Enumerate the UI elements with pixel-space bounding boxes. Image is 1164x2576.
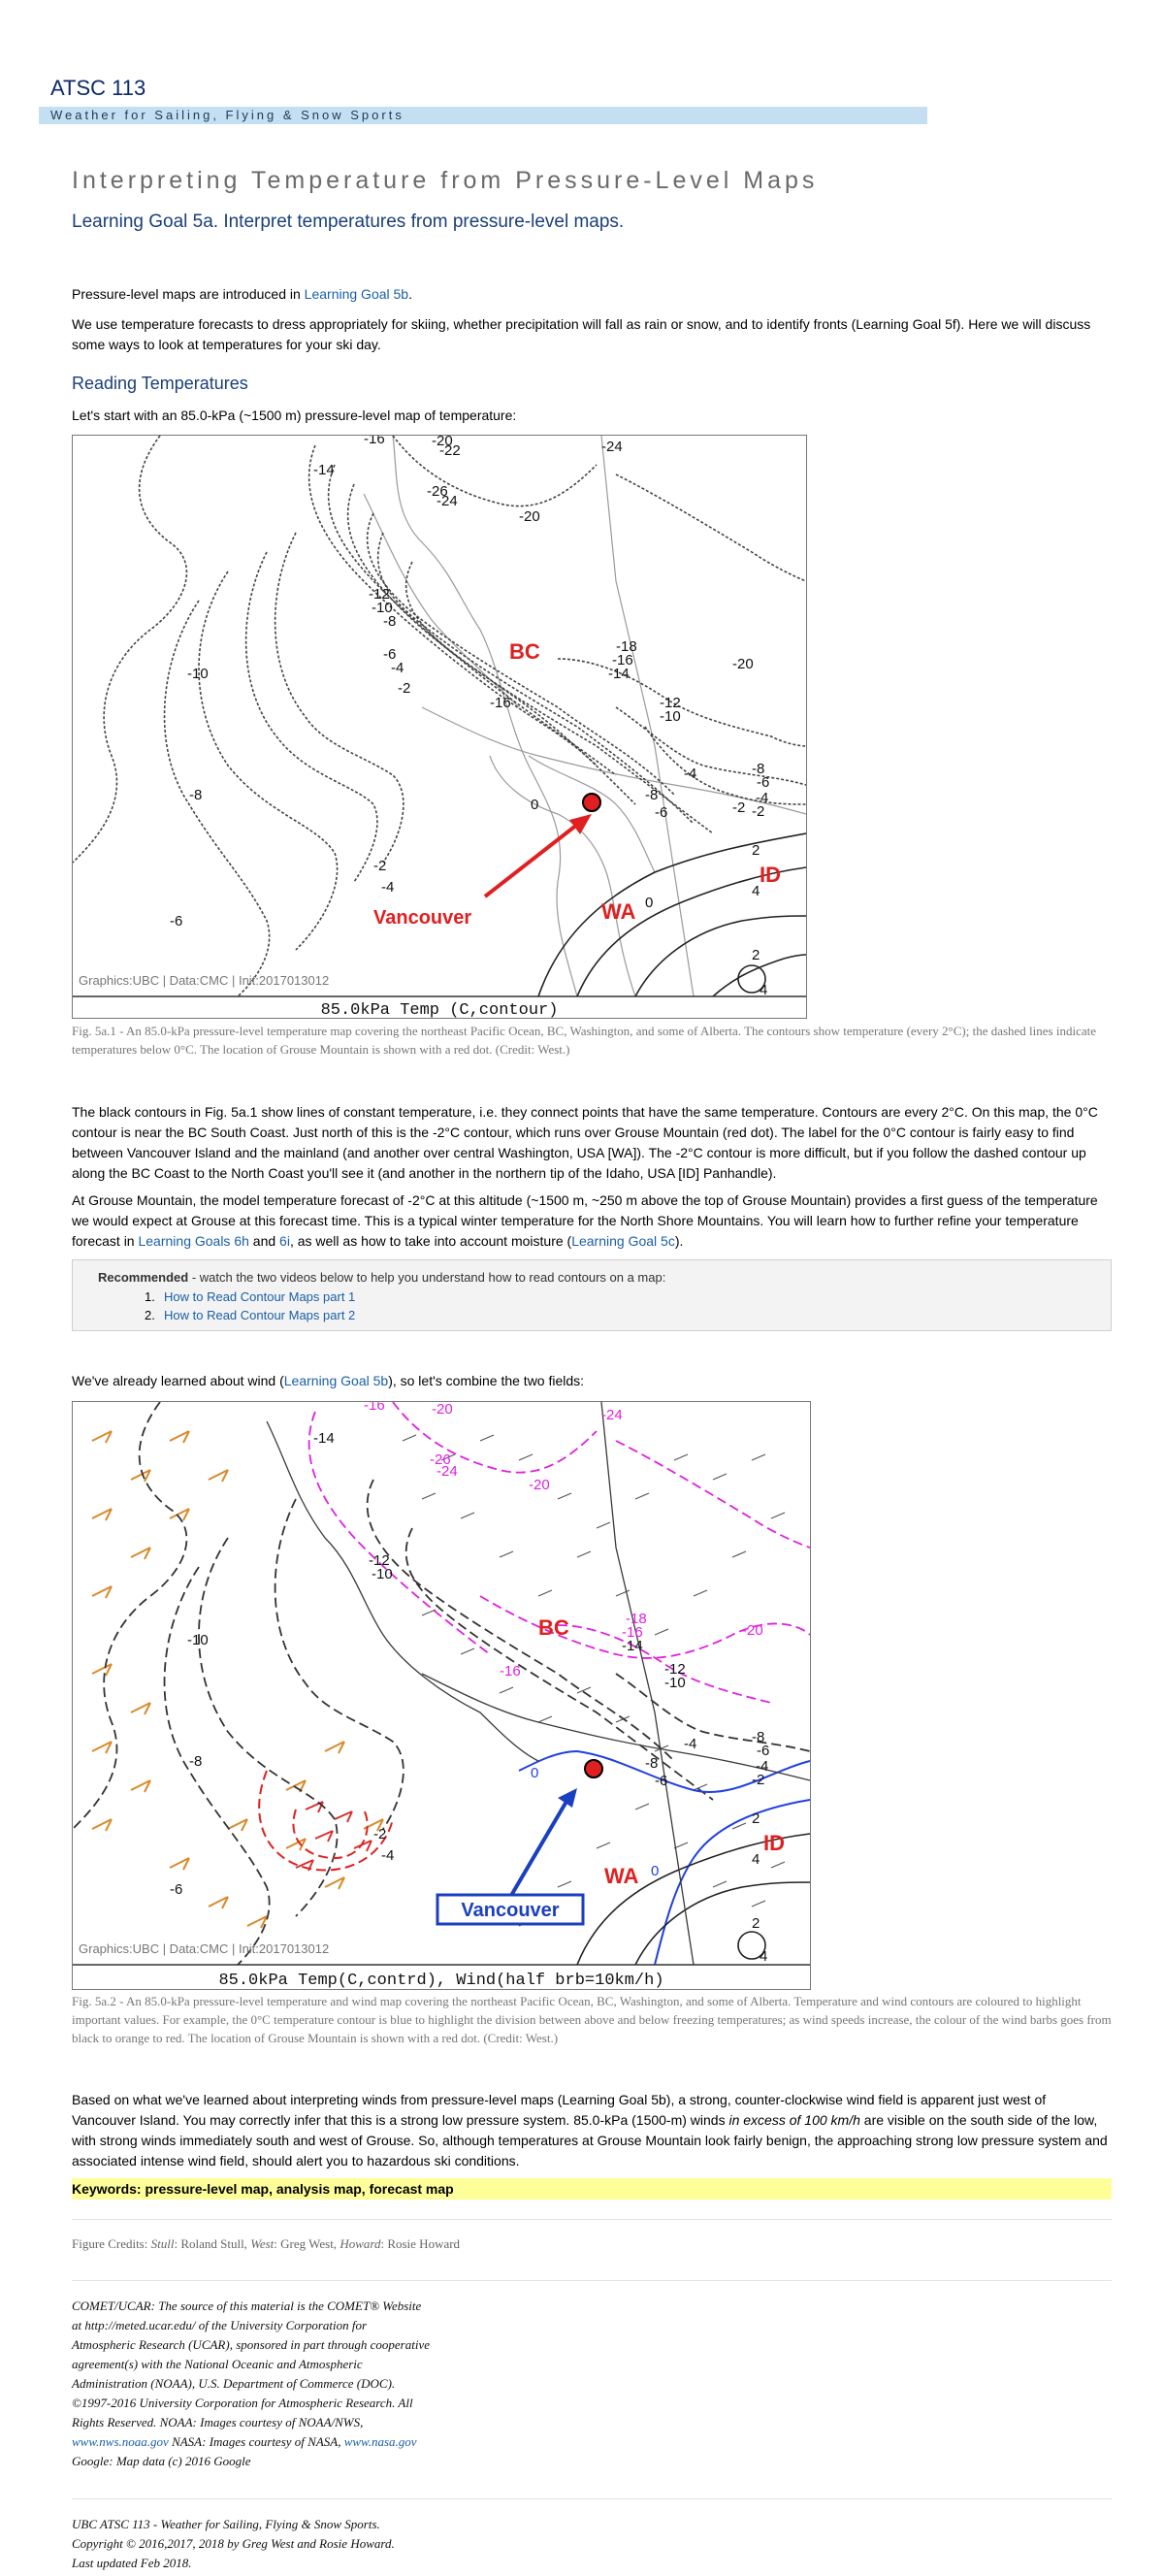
recommended-box — [72, 1259, 1112, 1331]
grouse-mountain-dot — [583, 794, 600, 811]
learning-goal-5c-link[interactable]: Learning Goal 5c — [571, 1233, 675, 1249]
id-label: ID — [760, 863, 781, 887]
svg-text:-16: -16 — [364, 436, 385, 447]
svg-text:-8: -8 — [189, 1753, 203, 1770]
map-source: Graphics:UBC | Data:CMC | Init:2017013012 — [79, 973, 330, 988]
figure-2-caption: Fig. 5a.2 - An 85.0-kPa pressure-level temperature and wind map covering the northeast Pacific Ocean, BC, Washington, and some of Alberta. Temperature and wind contours are coloured to highlight important values. For example, the 0°C temperature contour is blue to highlight the division between above and below freezing temperatures; as wind speeds increase, the colour of the wind barbs goes from black to orange to red. The location of Grouse Mountain is shown with a red dot. (Credit: West.) — [72, 1994, 1112, 2045]
svg-text:-6: -6 — [757, 774, 770, 791]
svg-text:-12: -12 — [660, 695, 681, 711]
learning-goal-5b-link-2[interactable]: Learning Goal 5b — [283, 1373, 389, 1388]
svg-text:-10: -10 — [187, 666, 209, 682]
svg-text:-24: -24 — [436, 1463, 458, 1480]
bc-label: BC — [538, 1615, 569, 1640]
page-footer — [72, 2515, 576, 2573]
svg-text:-16: -16 — [490, 695, 511, 711]
svg-text:-20: -20 — [529, 1477, 550, 1493]
svg-text:-8: -8 — [645, 787, 659, 803]
list-item — [145, 1288, 355, 1306]
svg-text:4: 4 — [760, 982, 768, 998]
svg-text:2: 2 — [752, 1810, 760, 1827]
vancouver-label: Vancouver — [461, 1900, 560, 1921]
learning-goals-6h-link[interactable]: Learning Goals 6h — [138, 1233, 249, 1249]
svg-text:-10: -10 — [187, 1632, 209, 1648]
site-title: ATSC 113 — [50, 76, 146, 100]
svg-text:-4: -4 — [381, 1847, 395, 1864]
svg-text:-6: -6 — [757, 1743, 770, 1759]
svg-text:-12: -12 — [369, 1552, 390, 1569]
svg-text:-12: -12 — [369, 586, 390, 603]
grouse-text-3: , as well as how to take into account moisture ( — [289, 1233, 572, 1249]
svg-text:-8: -8 — [383, 613, 397, 630]
svg-text:-6: -6 — [170, 913, 183, 929]
svg-text:-4: -4 — [684, 766, 697, 782]
svg-text:0: 0 — [531, 1765, 539, 1781]
svg-text:-8: -8 — [189, 787, 203, 803]
svg-text:-10: -10 — [660, 708, 681, 725]
list-number: 2. — [145, 1308, 155, 1322]
svg-text:-4: -4 — [684, 1736, 697, 1752]
svg-text:0: 0 — [651, 1863, 660, 1879]
svg-text:-6: -6 — [170, 1881, 183, 1898]
svg-text:-10: -10 — [372, 600, 393, 616]
learning-goal: Learning Goal 5a. Interpret temperatures from pressure-level maps. — [72, 212, 625, 232]
svg-text:2: 2 — [752, 1915, 760, 1932]
vancouver-label: Vancouver — [373, 907, 472, 929]
svg-text:-26: -26 — [430, 1451, 451, 1468]
svg-text:-8: -8 — [752, 761, 765, 777]
credit-stull: Stull — [150, 2236, 175, 2251]
winds-text-1: Based on what we've learned about interpreting winds from pressure-level maps (Learning Goal 5b), a strong, counter-clockwise wind field is apparent just west of Vancouver Island. You may correctly infer that this is a strong low pressure system. 85.0-kPa (1500-m) winds — [72, 2092, 1047, 2128]
credit-stull-name: : Roland Stull, — [174, 2236, 251, 2251]
svg-text:-18: -18 — [626, 1611, 647, 1627]
comet-line: at http://meted.ucar.edu/ of the University Corporation for — [72, 2318, 368, 2332]
lead2-text: We've already learned about wind ( — [72, 1373, 284, 1388]
lead2-text-end: ), so let's combine the two fields: — [388, 1373, 585, 1388]
svg-text:4: 4 — [752, 1851, 760, 1868]
winds-emphasis: in excess of 100 km/h — [728, 2112, 860, 2128]
id-label: ID — [763, 1831, 785, 1855]
paragraph-grouse — [72, 1190, 1112, 1252]
bc-label: BC — [509, 639, 540, 664]
page-title: Interpreting Temperature from Pressure-Level Maps — [72, 167, 819, 194]
footer-line: UBC ATSC 113 - Weather for Sailing, Flying & Snow Sports. — [72, 2517, 380, 2531]
wa-label: WA — [601, 899, 636, 924]
winds-text-2: are visible on the south side of the low, with strong winds immediately south and west of Grouse. So, although temperatures at Grouse Mountain look fairly benign, the approaching strong low pressure system and associated intense wind field, should alert you to hazardous ski conditions. — [72, 2112, 1108, 2168]
credit-west-name: : Greg West, — [274, 2236, 340, 2251]
svg-text:4: 4 — [760, 1948, 768, 1965]
svg-text:-2: -2 — [732, 799, 746, 816]
recommended-description: - watch the two videos below to help you understand how to read contours on a map: — [188, 1270, 666, 1285]
temperature-map — [73, 436, 806, 1018]
video-list — [145, 1288, 355, 1324]
svg-text:-2: -2 — [373, 858, 387, 874]
svg-text:-2: -2 — [398, 680, 411, 697]
footer-line: Copyright © 2016,2017, 2018 by Greg West and Rosie Howard. — [72, 2536, 395, 2551]
temperature-wind-map — [73, 1402, 810, 1989]
svg-text:-6: -6 — [383, 646, 397, 663]
intro-paragraph-2: We use temperature forecasts to dress appropriately for skiing, whether precipitation will fall as rain or snow, and to identify fronts (Learning Goal 5f). Here we will discuss some ways to look at temperatures for your ski day. — [72, 316, 1091, 352]
svg-text:-8: -8 — [645, 1755, 659, 1772]
svg-text:-20: -20 — [432, 1402, 453, 1418]
figure-1-caption: Fig. 5a.1 - An 85.0-kPa pressure-level temperature map covering the northeast Pacific Ocean, BC, Washington, and some of Alberta. The contours show temperature (every 2°C); the dashed lines indicate temperatures below 0°C. The location of Grouse Mountain is shown with a red dot. (Credit: West.) — [72, 1024, 1097, 1057]
footer-line: Last updated Feb 2018. — [72, 2556, 192, 2570]
paragraph-winds — [72, 2090, 1112, 2171]
credit-howard-name: : Rosie Howard — [380, 2236, 461, 2251]
lead-paragraph-2 — [72, 1371, 1112, 1391]
svg-text:-8: -8 — [752, 1729, 765, 1745]
svg-text:-2: -2 — [752, 1772, 765, 1788]
intro-text-end: . — [408, 286, 412, 302]
comet-line: Rights Reserved. NOAA: Images courtesy of NOAA/NWS, — [72, 2415, 364, 2429]
svg-text:-20: -20 — [732, 656, 754, 672]
intro-text: Pressure-level maps are introduced in — [72, 286, 305, 302]
credit-west: West — [250, 2236, 275, 2251]
map-title: 85.0kPa Temp(C,contrd), Wind(half brb=10km/h) — [218, 1972, 664, 1989]
svg-text:-24: -24 — [601, 1407, 623, 1423]
svg-text:-20: -20 — [432, 436, 453, 449]
section-heading: Reading Temperatures — [72, 374, 248, 393]
google-credit: Google: Map data (c) 2016 Google — [72, 2454, 251, 2468]
contour-video-part-1-link[interactable]: How to Read Contour Maps part 1 — [164, 1289, 356, 1304]
svg-text:-12: -12 — [664, 1661, 686, 1678]
svg-text:2: 2 — [752, 842, 760, 859]
svg-text:-2: -2 — [373, 1826, 387, 1842]
svg-text:-14: -14 — [608, 666, 630, 682]
comet-line: ©1997-2016 University Corporation for Atmospheric Research. All — [72, 2396, 413, 2410]
list-item — [145, 1306, 355, 1324]
svg-text:-14: -14 — [313, 1430, 335, 1447]
svg-text:-14: -14 — [622, 1638, 643, 1654]
svg-text:-20: -20 — [742, 1622, 763, 1639]
svg-text:0: 0 — [531, 797, 539, 813]
svg-text:-16: -16 — [612, 652, 633, 668]
nasa-text: NASA: Images courtesy of NASA, — [168, 2434, 344, 2449]
svg-text:-16: -16 — [500, 1663, 521, 1679]
divider — [72, 2498, 1112, 2499]
grouse-text-2: and — [248, 1233, 280, 1249]
svg-text:-10: -10 — [664, 1675, 686, 1691]
svg-text:-20: -20 — [519, 508, 540, 525]
credits-label: Figure Credits: — [72, 2236, 151, 2251]
map-title: 85.0kPa Temp (C,contour) — [320, 1001, 559, 1018]
contour-video-part-2-link[interactable]: How to Read Contour Maps part 2 — [164, 1308, 356, 1322]
grouse-text-4: ). — [674, 1233, 684, 1249]
grouse-text-1: At Grouse Mountain, the model temperature forecast of -2°C at this altitude (~1500 m, ~250 m above the top of Grouse Mountain) provides a first guess of the temperature we would expect at Grouse at this forecast time. This is a typical winter temperature for the North Shore Mountains. You will learn how to further refine your temperature forecast in — [72, 1192, 1098, 1249]
svg-text:-4: -4 — [756, 1758, 769, 1775]
svg-text:-26: -26 — [427, 483, 448, 500]
wa-label: WA — [604, 1864, 639, 1888]
svg-text:-4: -4 — [391, 660, 404, 676]
svg-text:0: 0 — [645, 895, 654, 911]
grouse-mountain-dot — [585, 1760, 602, 1777]
figure-credits — [72, 2236, 460, 2252]
lead-paragraph-1: Let's start with an 85.0-kPa (~1500 m) pressure-level map of temperature: — [72, 408, 517, 423]
map-source: Graphics:UBC | Data:CMC | Init:2017013012 — [79, 1941, 330, 1956]
temperature-wind-map-figure — [72, 1401, 811, 1990]
svg-text:-10: -10 — [372, 1566, 393, 1582]
comet-notice — [72, 2297, 557, 2471]
noaa-link[interactable]: www.nws.noaa.gov — [72, 2434, 169, 2449]
comet-links-line — [72, 2432, 557, 2452]
keywords-bar: Keywords: pressure-level map, analysis map, forecast map — [72, 2178, 1112, 2200]
svg-text:-4: -4 — [756, 790, 769, 806]
comet-line: COMET/UCAR: The source of this material is the COMET® Website — [72, 2299, 422, 2313]
temperature-map-figure — [72, 435, 807, 1019]
recommended-text — [98, 1270, 665, 1285]
site-subtitle: Weather for Sailing, Flying & Snow Sports — [50, 108, 404, 122]
svg-text:-14: -14 — [313, 462, 335, 478]
svg-text:-18: -18 — [616, 638, 637, 655]
recommended-label: Recommended — [98, 1270, 189, 1285]
list-number: 1. — [145, 1289, 155, 1304]
svg-text:4: 4 — [752, 883, 760, 899]
svg-text:-24: -24 — [436, 493, 458, 509]
learning-goal-5b-link[interactable]: Learning Goal 5b — [304, 286, 409, 302]
svg-text:-4: -4 — [381, 879, 395, 896]
divider — [72, 2280, 1112, 2281]
intro-paragraph-1 — [72, 284, 1112, 305]
comet-line: Atmospheric Research (UCAR), sponsored in part through cooperative — [72, 2337, 430, 2352]
svg-text:-16: -16 — [622, 1624, 643, 1641]
divider — [72, 2219, 1112, 2220]
credit-howard: Howard — [340, 2236, 381, 2251]
svg-text:2: 2 — [752, 947, 760, 963]
comet-line: agreement(s) with the National Oceanic and Atmospheric — [72, 2357, 363, 2371]
learning-goal-6i-link[interactable]: 6i — [279, 1233, 290, 1249]
svg-text:-2: -2 — [752, 803, 765, 820]
svg-text:-22: -22 — [439, 442, 461, 459]
comet-line: Administration (NOAA), U.S. Department of Commerce (DOC). — [72, 2376, 396, 2391]
nasa-link[interactable]: www.nasa.gov — [343, 2434, 417, 2449]
svg-text:-6: -6 — [655, 1773, 668, 1789]
paragraph-contours: The black contours in Fig. 5a.1 show lines of constant temperature, i.e. they connect points that have the same temperature. Contours are every 2°C. On this map, the 0°C contour is near the BC South Coast. Just north of this is the -2°C contour, which runs over Grouse Mountain (red dot). The label for the 0°C contour is fairly easy to find between Vancouver Island and the mainland (and another over central Washington, USA [WA]). The -2°C contour is more difficult, but if you follow the dashed contour up along the BC Coast to the North Coast you'll see it (and another in the northern tip of the Idaho, USA [ID] Panhandle). — [72, 1104, 1098, 1181]
svg-text:-16: -16 — [364, 1402, 385, 1414]
svg-text:-24: -24 — [601, 439, 623, 455]
svg-text:-6: -6 — [655, 804, 668, 821]
